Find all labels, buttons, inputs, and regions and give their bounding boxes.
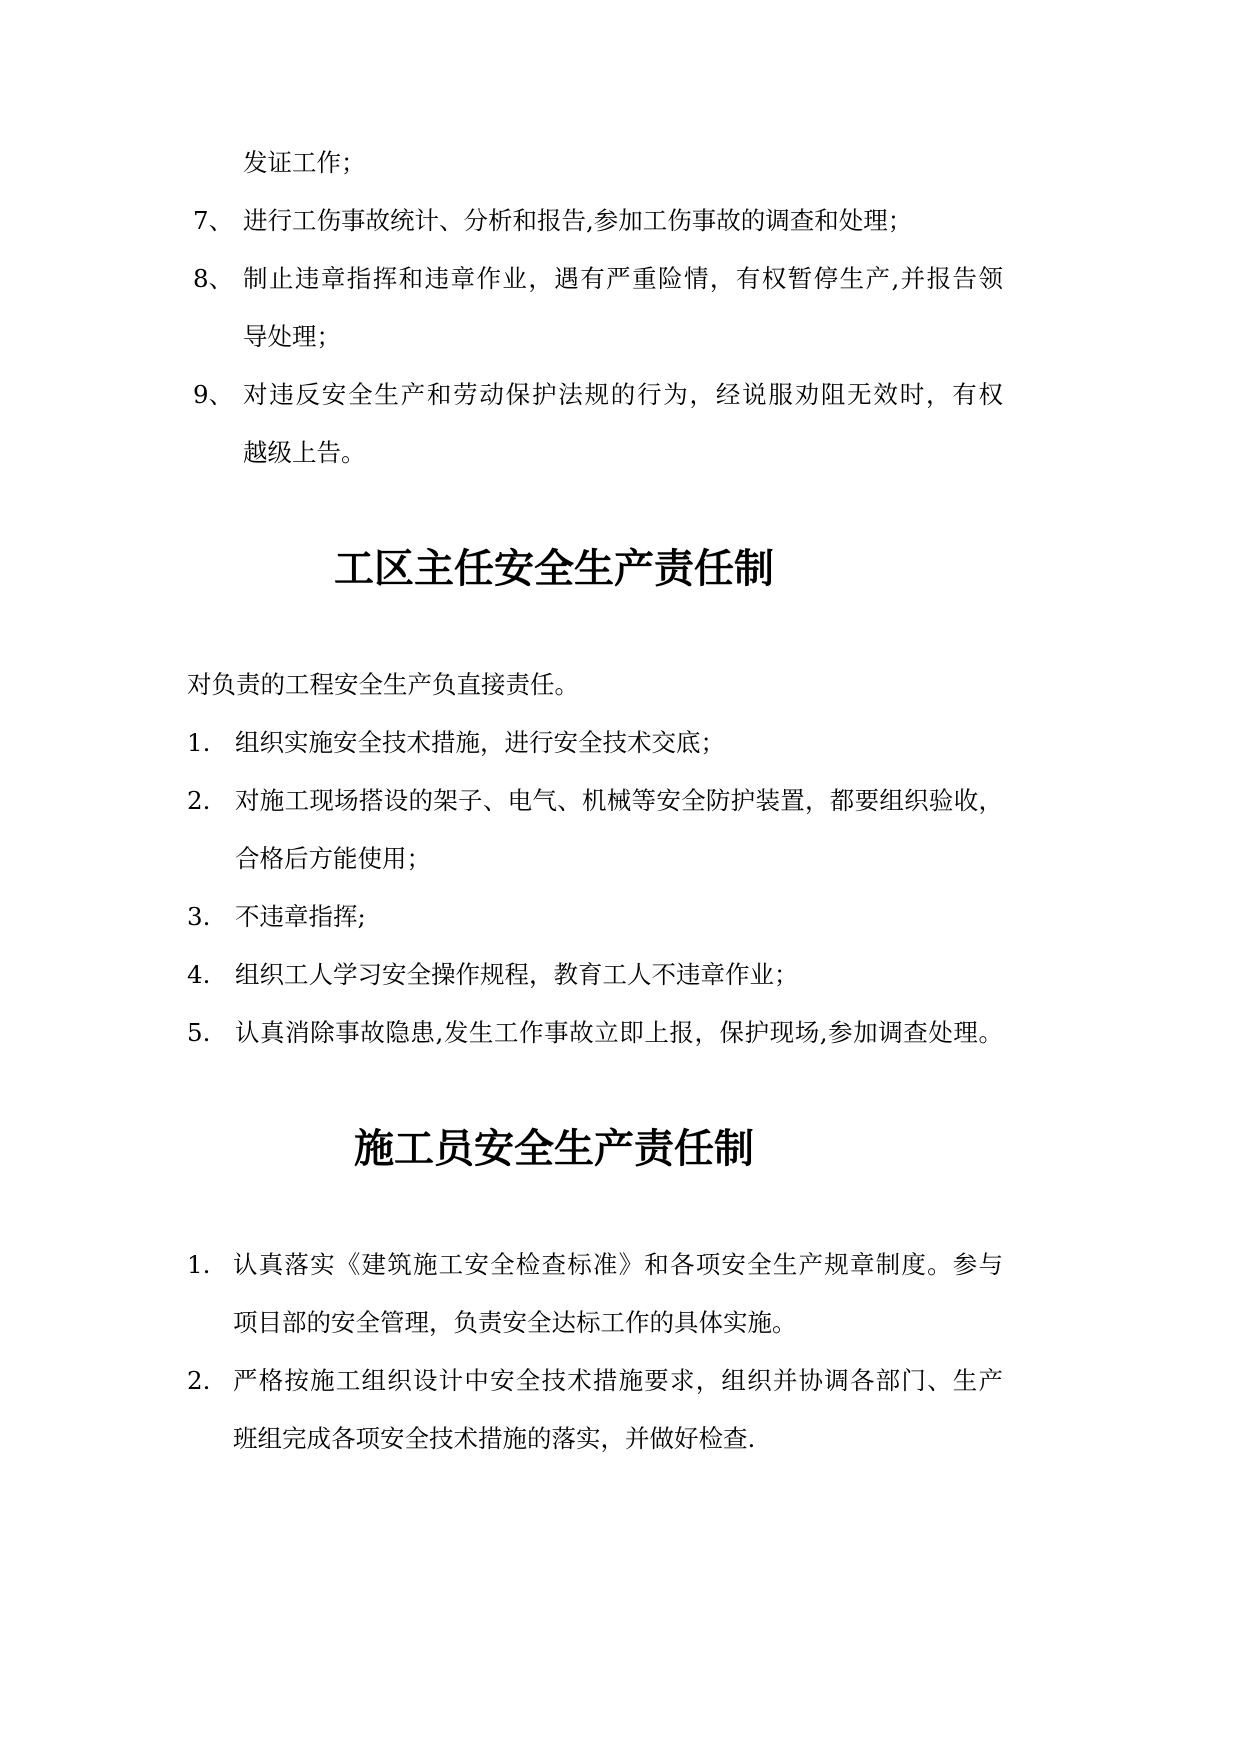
item-text-line: 不违章指挥; <box>235 902 366 931</box>
item-text <box>243 250 1003 366</box>
list-item <box>193 192 1241 250</box>
item-text-line: 认真消除事故隐患,发生工作事故立即上报，保护现场,参加调查处理。 <box>235 1018 1003 1047</box>
item-text <box>243 366 1003 482</box>
document-body <box>0 134 1241 1468</box>
item-number: 2. <box>187 786 211 815</box>
item-number: 9、 <box>193 380 234 409</box>
list-item <box>187 1236 1241 1352</box>
list-item <box>187 1004 1241 1062</box>
item-text-line: 对违反安全生产和劳动保护法规的行为，经说服劝阻无效时，有权 <box>243 380 1003 409</box>
item-text <box>235 714 1003 772</box>
list-item <box>187 714 1241 772</box>
item-number: 8、 <box>193 264 234 293</box>
item-number: 7、 <box>193 206 234 235</box>
list-item <box>187 946 1241 1004</box>
list-item <box>193 250 1241 366</box>
item-number: 3. <box>187 902 211 931</box>
item-text-line: 对施工现场搭设的架子、电气、机械等安全防护装置，都要组织验收， <box>235 786 1003 815</box>
item-text-line: 导处理； <box>243 322 341 351</box>
item-text-line: 进行工伤事故统计、分析和报告,参加工伤事故的调查和处理； <box>243 206 913 235</box>
list-item <box>187 772 1241 888</box>
list-item <box>187 1352 1241 1468</box>
list-item <box>187 888 1241 946</box>
item-text <box>233 1352 1003 1468</box>
item-text <box>235 888 1003 946</box>
item-text-line: 认真落实《建筑施工安全检查标准》和各项安全生产规章制度。参与 <box>233 1250 1003 1279</box>
item-number: 4. <box>187 960 211 989</box>
item-number: 2. <box>187 1366 211 1395</box>
continued-item-line: 发证工作； <box>243 148 366 177</box>
item-text <box>235 1004 1003 1062</box>
responsibility-list-continued <box>193 134 1241 482</box>
section-title: 施工员安全生产责任制 <box>354 1126 754 1172</box>
section-title: 工区主任安全生产责任制 <box>334 546 774 592</box>
item-text-line: 班组完成各项安全技术措施的落实，并做好检查. <box>233 1424 756 1453</box>
item-text <box>235 772 1003 888</box>
responsibility-section <box>187 1236 1241 1468</box>
item-number: 1. <box>187 728 211 757</box>
list-item <box>193 366 1241 482</box>
item-number: 1. <box>187 1250 211 1279</box>
item-text-line: 合格后方能使用； <box>235 844 431 873</box>
item-text-line: 组织工人学习安全操作规程，教育工人不违章作业； <box>235 960 799 989</box>
item-text <box>233 1236 1003 1352</box>
item-text <box>235 946 1003 1004</box>
item-number: 5. <box>187 1018 211 1047</box>
responsibility-section <box>187 656 1241 1062</box>
item-text-line: 越级上告。 <box>243 438 366 467</box>
item-text-line: 项目部的安全管理，负责安全达标工作的具体实施。 <box>233 1308 797 1337</box>
item-text-line: 组织实施安全技术措施，进行安全技术交底； <box>235 728 725 757</box>
item-text-line: 严格按施工组织设计中安全技术措施要求，组织并协调各部门、生产 <box>233 1366 1003 1395</box>
item-text <box>243 192 1003 250</box>
section-intro: 对负责的工程安全生产负直接责任。 <box>187 670 579 699</box>
item-text-line: 制止违章指挥和违章作业，遇有严重险情，有权暂停生产,并报告领 <box>243 264 1003 293</box>
